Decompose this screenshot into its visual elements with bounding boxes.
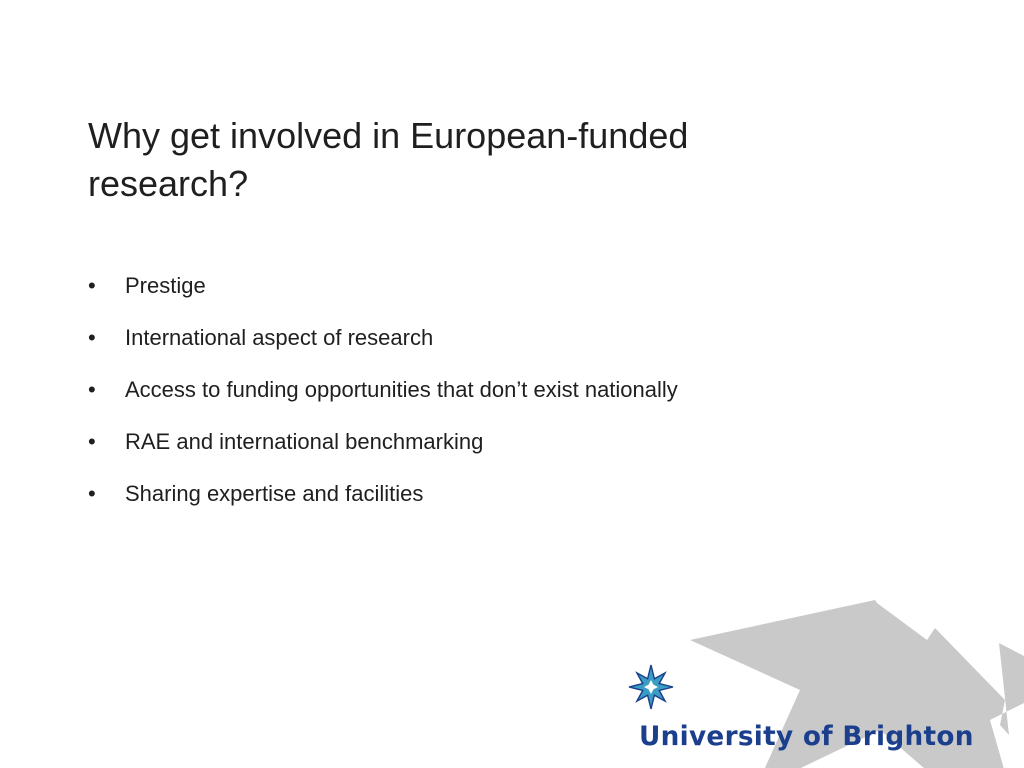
list-item	[88, 372, 678, 424]
bullet-marker: •	[88, 273, 96, 298]
list-item	[88, 424, 678, 476]
bullet-marker: •	[88, 325, 96, 350]
bullet-text: International aspect of research	[125, 325, 434, 350]
list-item	[88, 268, 678, 320]
slide-title: Why get involved in European-funded research?	[88, 115, 689, 204]
bullet-marker: •	[88, 429, 96, 454]
bullet-text: Sharing expertise and facilities	[125, 481, 424, 506]
university-wordmark: University of Brighton	[639, 722, 974, 752]
list-item	[88, 476, 678, 528]
compass-star-icon	[628, 664, 674, 710]
bullet-text: RAE and international benchmarking	[125, 429, 484, 454]
bullet-text: Prestige	[125, 273, 206, 298]
bullet-marker: •	[88, 481, 96, 506]
bullet-marker: •	[88, 377, 96, 402]
list-item	[88, 320, 678, 372]
bullet-text: Access to funding opportunities that don’t exist nationally	[125, 377, 678, 402]
bullet-list	[88, 268, 678, 528]
